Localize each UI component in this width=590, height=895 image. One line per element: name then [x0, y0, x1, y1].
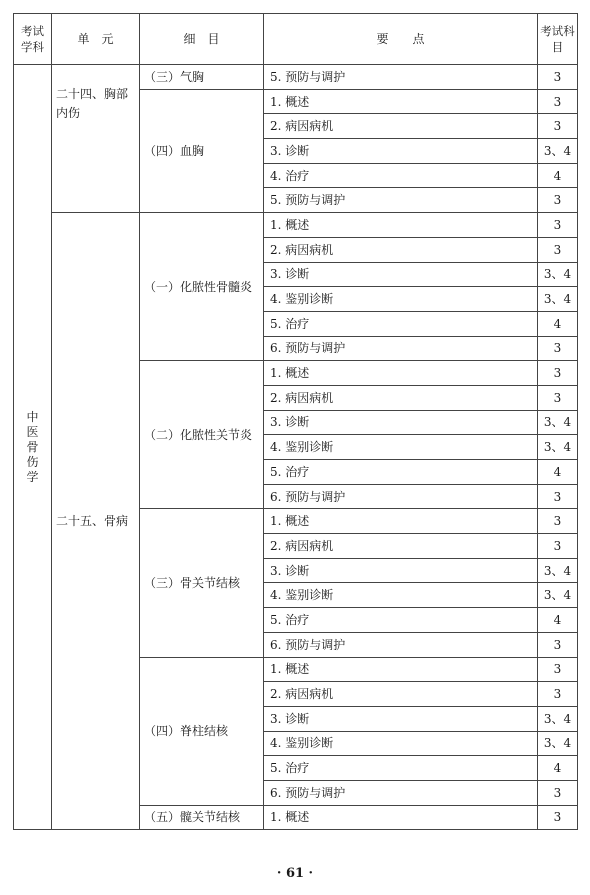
point-cell: 2. 病因病机 [264, 114, 538, 139]
point-cell: 6. 预防与调护 [264, 780, 538, 805]
code-cell: 3 [538, 361, 578, 386]
code-cell: 3 [538, 682, 578, 707]
point-cell: 3. 诊断 [264, 410, 538, 435]
code-cell: 3 [538, 188, 578, 213]
header-subject: 考试学科 [14, 14, 52, 65]
code-cell: 3 [538, 780, 578, 805]
point-cell: 1. 概述 [264, 805, 538, 830]
code-cell: 3、4 [538, 435, 578, 460]
point-cell: 4. 鉴别诊断 [264, 583, 538, 608]
point-cell: 2. 病因病机 [264, 534, 538, 559]
page-number: · 61 · [276, 866, 314, 881]
table-header-row [14, 14, 578, 65]
code-cell: 3 [538, 385, 578, 410]
table-row [14, 65, 578, 90]
subject-label: 中医骨伤学 [26, 409, 39, 484]
code-cell: 3、4 [538, 706, 578, 731]
point-cell: 4. 鉴别诊断 [264, 287, 538, 312]
code-cell: 4 [538, 460, 578, 485]
header-item: 细 目 [140, 14, 264, 65]
code-cell: 4 [538, 608, 578, 633]
code-cell: 3 [538, 805, 578, 830]
table-row [14, 213, 578, 238]
point-cell: 6. 预防与调护 [264, 632, 538, 657]
item-cell: （三）气胸 [140, 65, 264, 90]
item-cell: （五）髋关节结核 [140, 805, 264, 830]
code-cell: 3 [538, 509, 578, 534]
point-cell: 3. 诊断 [264, 139, 538, 164]
point-cell: 1. 概述 [264, 657, 538, 682]
item-cell: （四）血胸 [140, 89, 264, 212]
code-cell: 3 [538, 657, 578, 682]
point-cell: 2. 病因病机 [264, 385, 538, 410]
point-cell: 1. 概述 [264, 509, 538, 534]
code-cell: 3、4 [538, 558, 578, 583]
code-cell: 3 [538, 213, 578, 238]
code-cell: 4 [538, 756, 578, 781]
code-cell: 3、4 [538, 731, 578, 756]
unit-cell: 二十五、骨病 [52, 213, 140, 830]
code-cell: 3、4 [538, 139, 578, 164]
code-cell: 3 [538, 484, 578, 509]
code-cell: 3、4 [538, 410, 578, 435]
point-cell: 4. 鉴别诊断 [264, 731, 538, 756]
code-cell: 3、4 [538, 287, 578, 312]
unit-cell: 二十四、胸部内伤 [52, 65, 140, 213]
point-cell: 5. 治疗 [264, 608, 538, 633]
item-cell: （四）脊柱结核 [140, 657, 264, 805]
point-cell: 5. 治疗 [264, 460, 538, 485]
header-point: 要 点 [264, 14, 538, 65]
point-cell: 6. 预防与调护 [264, 336, 538, 361]
code-cell: 3、4 [538, 262, 578, 287]
code-cell: 3 [538, 632, 578, 657]
point-cell: 3. 诊断 [264, 558, 538, 583]
point-cell: 1. 概述 [264, 361, 538, 386]
code-cell: 4 [538, 311, 578, 336]
point-cell: 3. 诊断 [264, 706, 538, 731]
point-cell: 3. 诊断 [264, 262, 538, 287]
point-cell: 6. 预防与调护 [264, 484, 538, 509]
point-cell: 2. 病因病机 [264, 682, 538, 707]
code-cell: 3 [538, 89, 578, 114]
header-code: 考试科目 [538, 14, 578, 65]
code-cell: 3 [538, 336, 578, 361]
header-unit: 单 元 [52, 14, 140, 65]
code-cell: 4 [538, 163, 578, 188]
point-cell: 5. 治疗 [264, 756, 538, 781]
point-cell: 1. 概述 [264, 89, 538, 114]
point-cell: 5. 治疗 [264, 311, 538, 336]
item-cell: （二）化脓性关节炎 [140, 361, 264, 509]
subject-cell [14, 65, 52, 830]
point-cell: 5. 预防与调护 [264, 65, 538, 90]
code-cell: 3 [538, 114, 578, 139]
item-cell: （一）化脓性骨髓炎 [140, 213, 264, 361]
item-cell: （三）骨关节结核 [140, 509, 264, 657]
code-cell: 3 [538, 65, 578, 90]
point-cell: 4. 治疗 [264, 163, 538, 188]
code-cell: 3 [538, 534, 578, 559]
point-cell: 1. 概述 [264, 213, 538, 238]
code-cell: 3、4 [538, 583, 578, 608]
syllabus-table [13, 13, 578, 830]
point-cell: 2. 病因病机 [264, 237, 538, 262]
point-cell: 4. 鉴别诊断 [264, 435, 538, 460]
point-cell: 5. 预防与调护 [264, 188, 538, 213]
code-cell: 3 [538, 237, 578, 262]
